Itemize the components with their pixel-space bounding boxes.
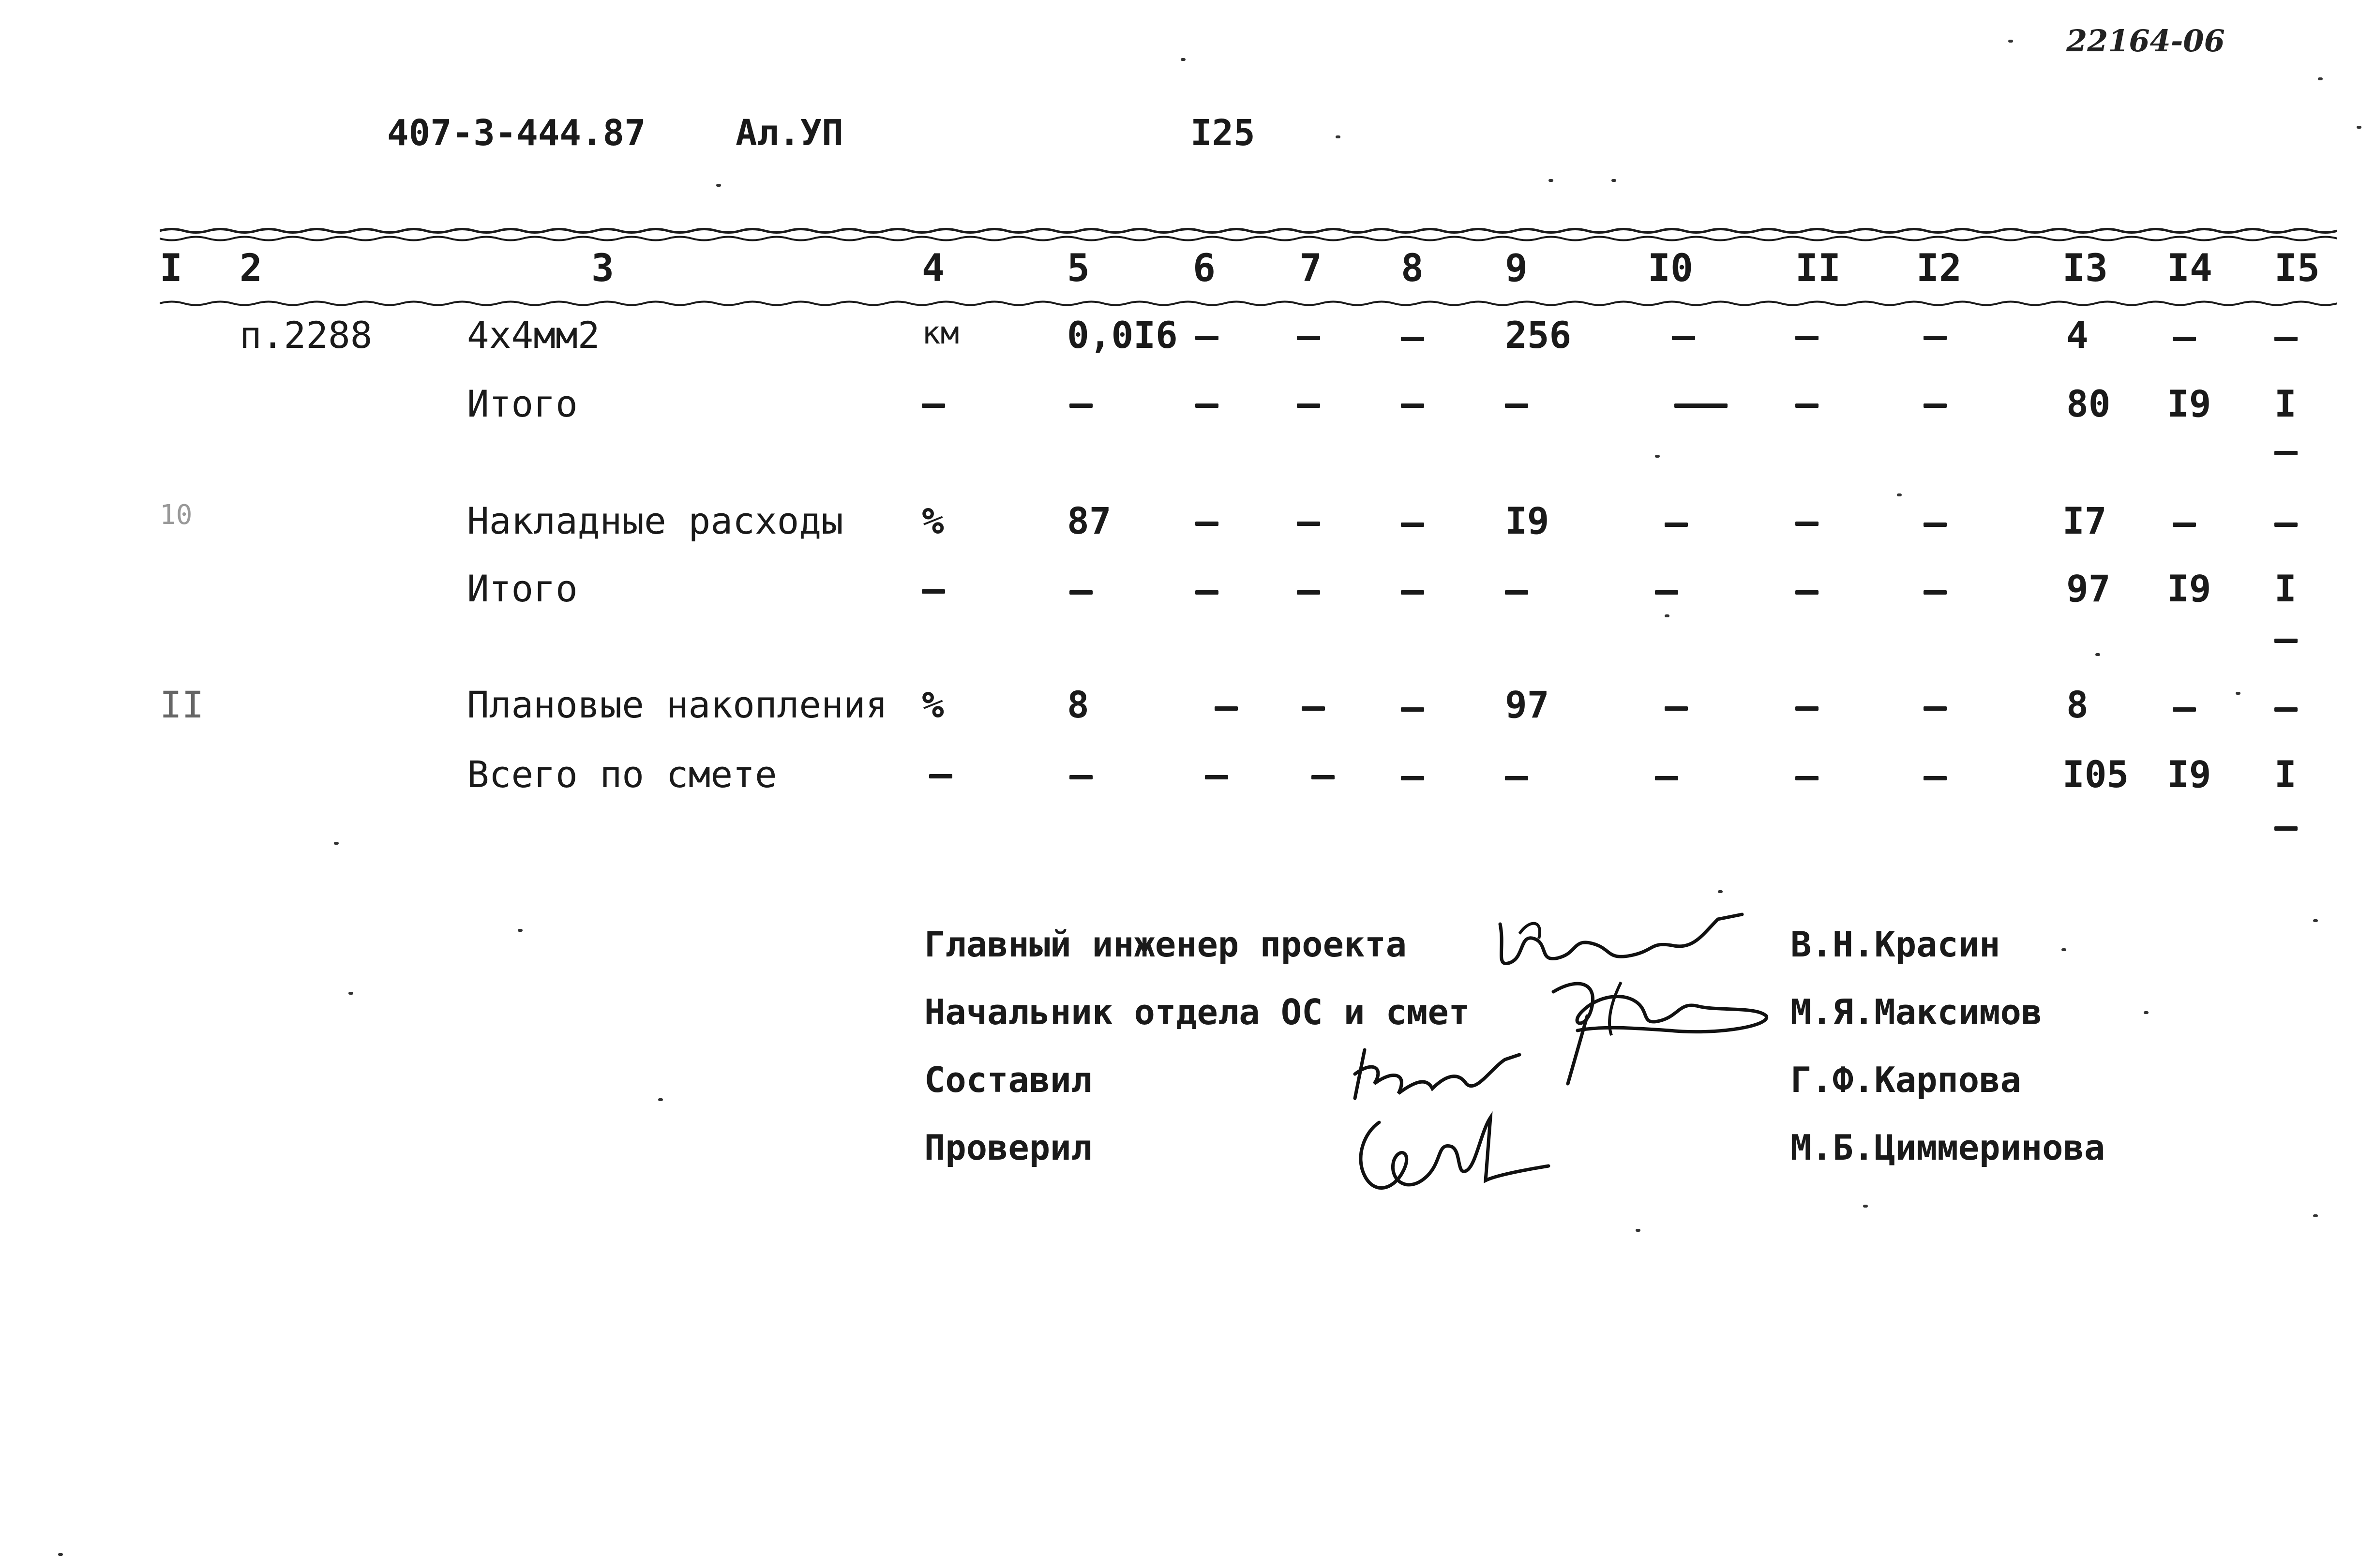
dash bbox=[1195, 590, 1218, 595]
dash bbox=[1795, 706, 1819, 711]
dash bbox=[1195, 403, 1218, 408]
signature-role: Составил bbox=[924, 1060, 1092, 1100]
scan-speck bbox=[1897, 493, 1902, 496]
row1-unit: км bbox=[922, 315, 960, 351]
signature-role: Главный инженер проекта bbox=[924, 924, 1407, 965]
row6-c13: I05 bbox=[2062, 753, 2129, 796]
handwritten-signature bbox=[1336, 1103, 1568, 1210]
dash bbox=[1924, 523, 1947, 527]
dash bbox=[1505, 776, 1528, 780]
signature-name: М.Б.Циммеринова bbox=[1790, 1127, 2105, 1168]
scan-speck bbox=[658, 1098, 663, 1101]
scan-speck bbox=[716, 184, 721, 187]
row1-c5: 0,0I6 bbox=[1067, 314, 1178, 357]
row1-c9: 256 bbox=[1505, 314, 1572, 357]
scan-speck bbox=[1665, 614, 1669, 617]
row2-desc: Итого bbox=[467, 382, 578, 425]
scan-speck bbox=[2236, 692, 2240, 695]
scan-speck bbox=[2357, 126, 2361, 129]
col-num-11: II bbox=[1795, 247, 1841, 290]
scan-speck bbox=[334, 842, 339, 845]
dash bbox=[2173, 707, 2196, 712]
dash bbox=[1795, 590, 1819, 595]
scan-speck bbox=[1718, 890, 1723, 893]
scan-speck bbox=[2313, 1214, 2318, 1217]
col-num-7: 7 bbox=[1299, 247, 1322, 290]
dash bbox=[1069, 775, 1093, 779]
dash bbox=[1401, 590, 1424, 595]
dash bbox=[1195, 336, 1218, 340]
handwritten-signature bbox=[1345, 1040, 1568, 1113]
row5-c9: 97 bbox=[1505, 683, 1549, 726]
handwritten-signature bbox=[1490, 905, 1761, 982]
row4-desc: Итого bbox=[467, 567, 578, 610]
scan-speck bbox=[1611, 179, 1616, 182]
dash bbox=[1795, 776, 1819, 780]
dash bbox=[2173, 523, 2196, 527]
dash bbox=[2274, 451, 2298, 455]
dash bbox=[922, 589, 945, 594]
album-label: Ал.УП bbox=[736, 112, 843, 154]
dash bbox=[1195, 522, 1218, 526]
scan-speck bbox=[1655, 455, 1660, 458]
dash bbox=[2274, 639, 2298, 643]
signature-role: Проверил bbox=[924, 1127, 1092, 1168]
row1-desc: 4х4мм2 bbox=[467, 314, 600, 357]
col-num-1: I bbox=[160, 247, 182, 290]
row6-c15: I bbox=[2274, 753, 2297, 796]
dash bbox=[1924, 590, 1947, 595]
dash bbox=[2274, 826, 2298, 831]
dash bbox=[1505, 590, 1528, 595]
row5-c13: 8 bbox=[2066, 683, 2089, 726]
dash bbox=[929, 774, 952, 778]
row4-c15: I bbox=[2274, 567, 2297, 610]
document-code: 407-3-444.87 bbox=[387, 112, 646, 154]
row3-desc: Накладные расходы bbox=[467, 499, 843, 542]
signature-name: М.Я.Максимов bbox=[1790, 992, 2043, 1032]
row3-c5: 87 bbox=[1067, 499, 1112, 542]
signature-name: В.Н.Красин bbox=[1790, 924, 2000, 965]
dash bbox=[1401, 523, 1424, 527]
row1-c13: 4 bbox=[2066, 314, 2089, 357]
dash bbox=[1795, 522, 1819, 526]
dash bbox=[1924, 403, 1947, 408]
col-num-15: I5 bbox=[2274, 247, 2320, 290]
col-num-3: 3 bbox=[591, 247, 614, 290]
scan-speck bbox=[348, 992, 353, 995]
dash bbox=[1401, 403, 1424, 408]
scan-speck bbox=[1636, 1229, 1640, 1232]
row4-c13: 97 bbox=[2066, 567, 2111, 610]
dash bbox=[1672, 336, 1695, 340]
scan-speck bbox=[2008, 40, 2013, 43]
scan-speck bbox=[2318, 77, 2323, 80]
scan-speck bbox=[2313, 919, 2318, 922]
dash bbox=[1215, 706, 1238, 711]
row3-c9: I9 bbox=[1505, 499, 1549, 542]
dash bbox=[1302, 706, 1325, 711]
col-num-10: I0 bbox=[1648, 247, 1693, 290]
row5-desc: Плановые накопления bbox=[467, 683, 888, 726]
col-num-14: I4 bbox=[2167, 247, 2212, 290]
dash bbox=[2173, 337, 2196, 341]
col-num-2: 2 bbox=[240, 247, 262, 290]
row1-ref: п.2288 bbox=[240, 314, 373, 357]
dash bbox=[1297, 336, 1320, 340]
scan-speck bbox=[2144, 1011, 2149, 1014]
row3-c13: I7 bbox=[2062, 499, 2107, 542]
dash bbox=[1297, 590, 1320, 595]
dash bbox=[1311, 775, 1335, 779]
table-top-rule bbox=[160, 227, 2337, 231]
table-top-rule-2 bbox=[160, 235, 2337, 239]
col-num-6: 6 bbox=[1193, 247, 1216, 290]
col-num-8: 8 bbox=[1401, 247, 1424, 290]
row3-unit: % bbox=[922, 499, 944, 542]
scan-speck bbox=[58, 1553, 63, 1556]
archive-stamp: 22164-06 bbox=[2066, 23, 2225, 59]
dash bbox=[1665, 706, 1688, 711]
row4-c14: I9 bbox=[2167, 567, 2211, 610]
dash bbox=[1297, 403, 1320, 408]
col-num-4: 4 bbox=[922, 247, 945, 290]
row6-c14: I9 bbox=[2167, 753, 2211, 796]
dash bbox=[1655, 590, 1678, 595]
row5-unit: % bbox=[922, 683, 944, 726]
scan-speck bbox=[1863, 1205, 1868, 1208]
row5-num: II bbox=[160, 683, 204, 726]
dash bbox=[1401, 776, 1424, 780]
dash bbox=[1924, 336, 1947, 340]
scan-speck bbox=[1548, 179, 1553, 182]
dash bbox=[1205, 775, 1228, 779]
row6-desc: Всего по смете bbox=[467, 753, 777, 796]
dash bbox=[1795, 403, 1819, 408]
scan-speck bbox=[518, 929, 523, 932]
dash bbox=[1069, 403, 1093, 408]
dash bbox=[1665, 523, 1688, 527]
dash bbox=[1505, 403, 1528, 408]
dash bbox=[922, 403, 945, 408]
dash bbox=[1795, 336, 1819, 340]
signature-name: Г.Ф.Карпова bbox=[1790, 1060, 2021, 1100]
dash bbox=[2274, 523, 2298, 527]
dash bbox=[2274, 707, 2298, 712]
dash bbox=[1297, 522, 1320, 526]
col-num-13: I3 bbox=[2062, 247, 2108, 290]
row2-c14: I9 bbox=[2167, 382, 2211, 425]
row5-c5: 8 bbox=[1067, 683, 1089, 726]
dash bbox=[1655, 776, 1678, 780]
scan-speck bbox=[2061, 948, 2066, 951]
dash bbox=[1401, 337, 1424, 341]
col-num-12: I2 bbox=[1916, 247, 1962, 290]
dash bbox=[1924, 776, 1947, 780]
dash bbox=[2274, 337, 2298, 341]
row3-num: 10 bbox=[160, 499, 193, 531]
column-header-rule bbox=[160, 300, 2337, 304]
dash bbox=[1069, 590, 1093, 595]
scan-speck bbox=[1336, 135, 1340, 138]
col-num-5: 5 bbox=[1067, 247, 1090, 290]
signature-role: Начальник отдела ОС и смет bbox=[924, 992, 1470, 1032]
dash bbox=[1401, 707, 1424, 712]
row2-c13: 80 bbox=[2066, 382, 2111, 425]
dash bbox=[1924, 706, 1947, 711]
col-num-9: 9 bbox=[1505, 247, 1528, 290]
row2-c15: I bbox=[2274, 382, 2297, 425]
scan-speck bbox=[2095, 653, 2100, 656]
dash bbox=[1674, 403, 1728, 408]
page-number: I25 bbox=[1190, 112, 1255, 154]
scan-speck bbox=[1181, 58, 1186, 61]
